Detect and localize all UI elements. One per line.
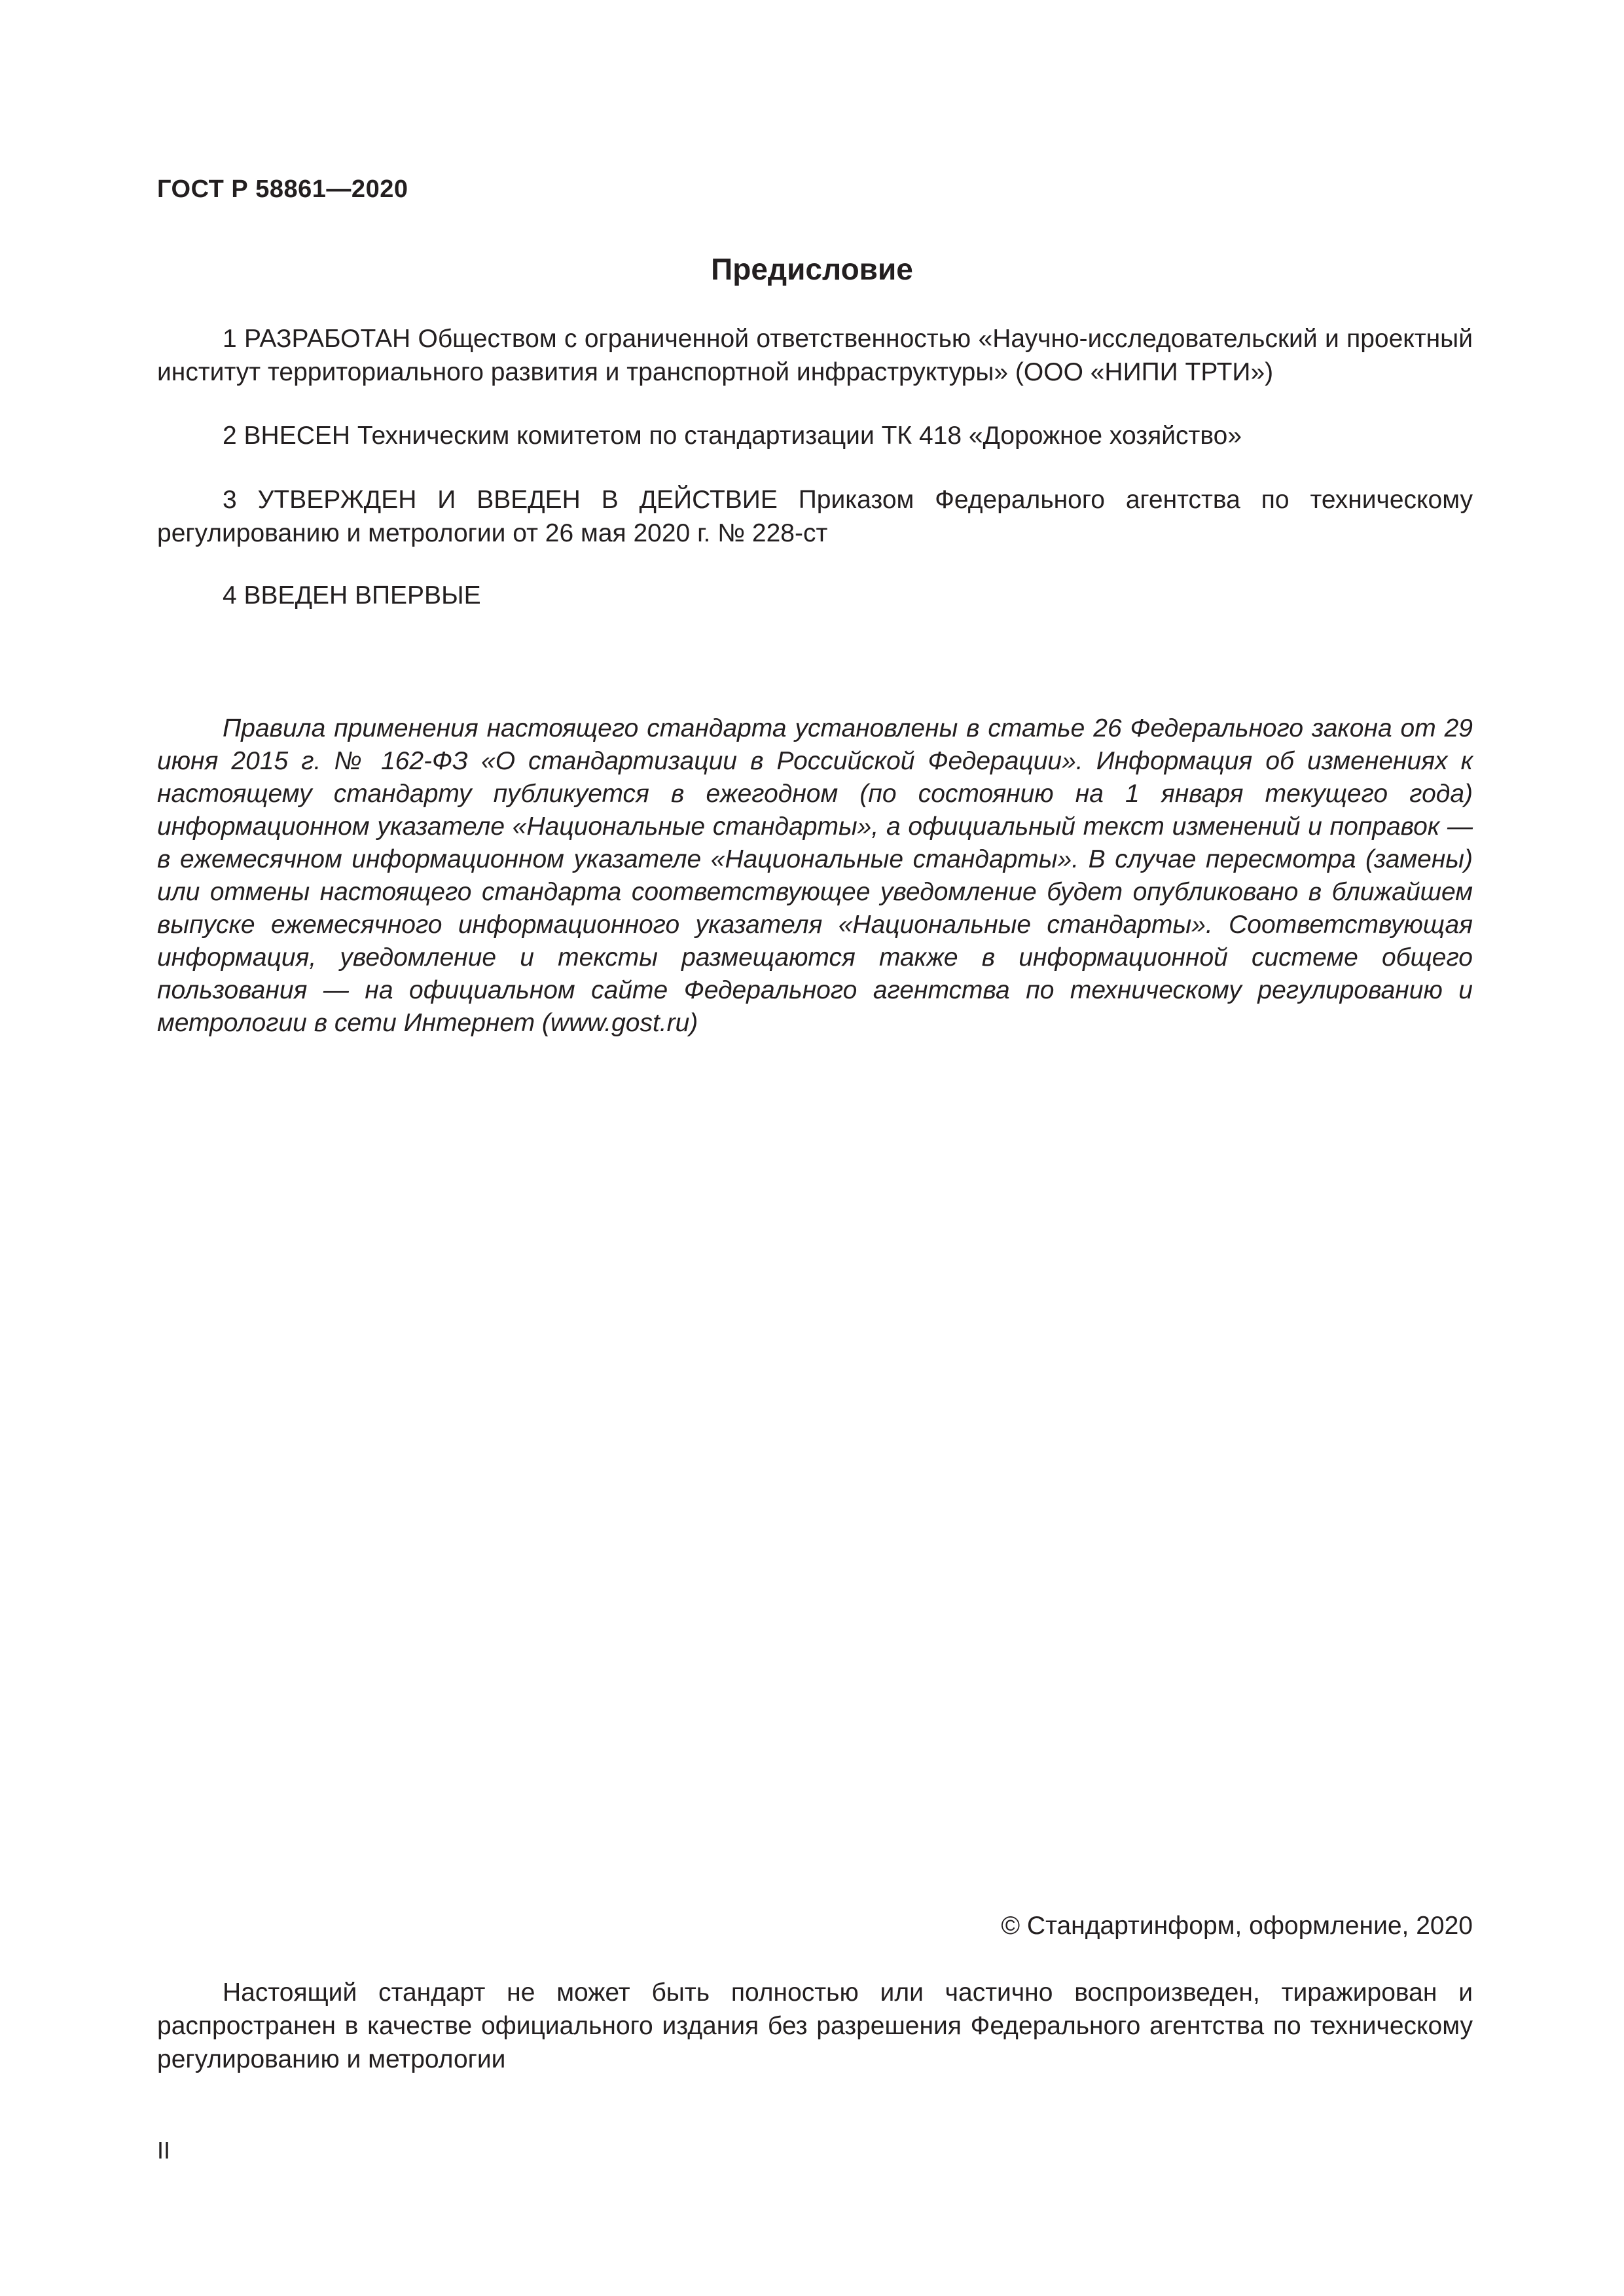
reproduction-notice <box>157 1976 1473 2076</box>
foreword-item-submitted <box>157 419 1473 452</box>
foreword-item-approved <box>157 483 1473 550</box>
foreword-item-developed <box>157 322 1473 389</box>
standard-id-header: ГОСТ Р 58861—2020 <box>157 175 408 203</box>
reproduction-notice-text: Настоящий стандарт не может быть полностью или частично воспроизведен, тиражирован и распространен в качестве официального издания без разрешения Федерального агентства по техническому регулированию и метрологии <box>157 1978 1473 2073</box>
foreword-item-text: 3 УТВЕРЖДЕН И ВВЕДЕН В ДЕЙСТВИЕ Приказом Федерального агентства по техническому регулированию и метрологии от 26 мая 2020 г. № 228-ст <box>157 486 1473 547</box>
notice-text: Правила применения настоящего стандарта установлены в статье 26 Федерального закона от 29 июня 2015 г. № 162-ФЗ «О стандартизации в Российской Федерации». Информация об изменениях к настоящему стандарту публикуется в ежегодном (по состоянию на 1 января текущего года) информационном указателе «Национальные стандарты», а официальный текст изменений и поправок — в ежемесячном информационном указателе «Национальные стандарты». В случае пересмотра (замены) или отмены настоящего стандарта соответствующее уведомление будет опубликовано в ближайшем выпуске ежемесячного информационного указателя «Национальные стандарты». Соответствующая информация, уведомление и тексты размещаются также в информационной системе общего пользования — на официальном сайте Федерального агентства по техническому регулированию и метрологии в сети Интернет (www.gost.ru) <box>157 714 1473 1037</box>
page-number: II <box>157 2137 171 2164</box>
application-rules-notice <box>157 712 1473 1040</box>
foreword-item-text: 2 ВНЕСЕН Техническим комитетом по стандартизации ТК 418 «Дорожное хозяйство» <box>223 422 1242 450</box>
foreword-item-text: 4 ВВЕДЕН ВПЕРВЫЕ <box>223 581 481 610</box>
foreword-item-text: 1 РАЗРАБОТАН Обществом с ограниченной ответственностью «Научно-исследовательский и проектный институт территориального развития и транспортной инфраструктуры» (ООО «НИПИ ТРТИ») <box>157 325 1473 386</box>
foreword-title: Предисловие <box>711 252 913 286</box>
foreword-item-introduced <box>157 579 1473 612</box>
copyright-line: © Стандартинформ, оформление, 2020 <box>1001 1912 1473 1940</box>
